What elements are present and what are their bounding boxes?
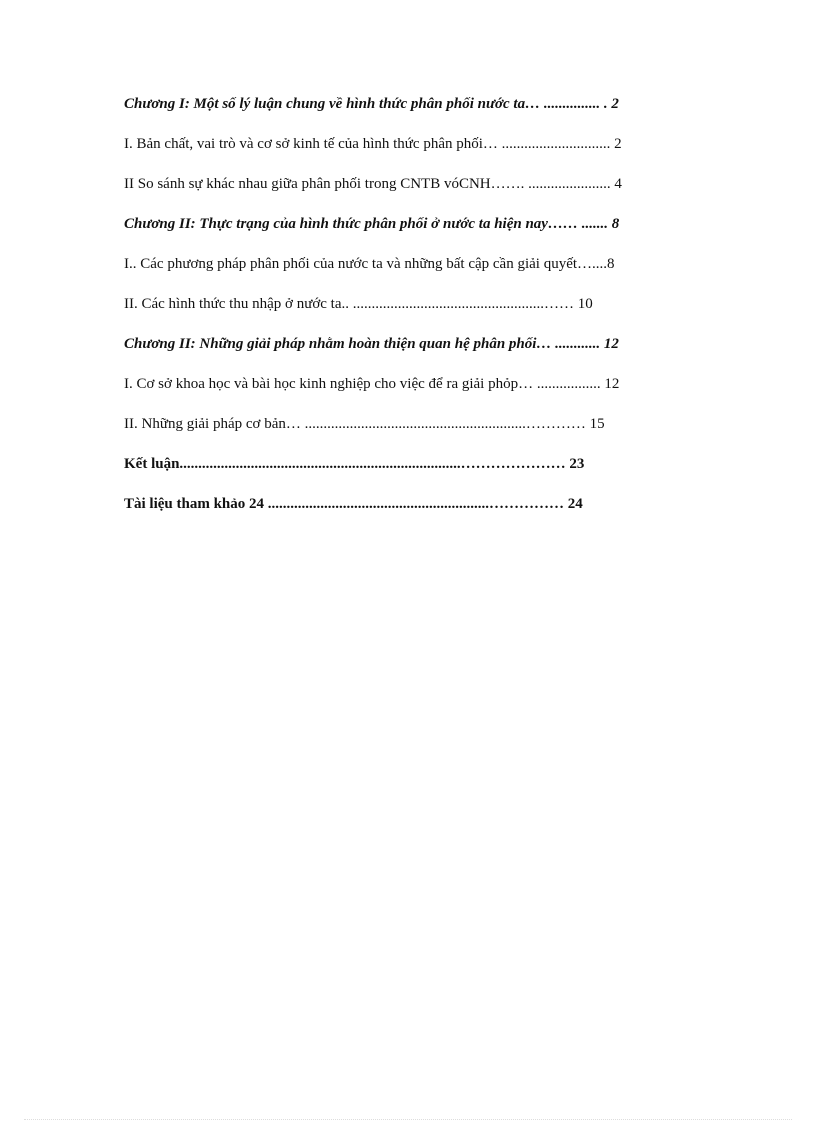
toc-entry-text: Chương I: Một số lý luận chung về hình thức phân phối nước ta… ............... . 2 (124, 96, 619, 112)
toc-chapter-1 (124, 92, 708, 132)
toc-entry-text: I. Bản chất, vai trò và cơ sở kinh tế của hình thức phân phối… ............................. 2 (124, 136, 622, 152)
toc-entry-text: II So sánh sự khác nhau giữa phân phối trong CNTB vóCNH……. ...................... 4 (124, 176, 622, 192)
toc-section-1-2 (124, 172, 708, 212)
toc-entry-text: I. Cơ sở khoa học và bài học kinh nghiệp cho việc để ra giải phỏp… ................. 12 (124, 376, 620, 392)
toc-section-1-1 (124, 132, 708, 172)
table-of-contents (124, 92, 708, 532)
toc-entry-text: I.. Các phương pháp phân phối của nước ta và những bất cập cần giải quyết…....8 (124, 256, 615, 272)
toc-conclusion (124, 452, 708, 492)
toc-entry-text: Chương II: Những giải pháp nhằm hoàn thiện quan hệ phân phối… ............ 12 (124, 336, 619, 352)
toc-section-2-1 (124, 252, 708, 292)
toc-section-3-1 (124, 372, 708, 412)
toc-chapter-2 (124, 212, 708, 252)
toc-entry-text: II. Những giải pháp cơ bản… ...........................................................………… 15 (124, 416, 605, 432)
toc-entry-text: Chương II: Thực trạng của hình thức phân phối ở nước ta hiện nay…… ....... 8 (124, 216, 620, 232)
toc-section-2-2 (124, 292, 708, 332)
toc-references (124, 492, 708, 532)
page-bottom-divider (24, 1119, 792, 1120)
toc-entry-text: II. Các hình thức thu nhập ở nước ta.. ...................................................…… 10 (124, 296, 593, 312)
toc-entry-text: Kết luận...........................................................................………………… 23 (124, 456, 585, 472)
toc-entry-text: Tài liệu tham khảo 24 ...........................................................…………… 24 (124, 496, 583, 512)
toc-section-3-2 (124, 412, 708, 452)
toc-chapter-3 (124, 332, 708, 372)
